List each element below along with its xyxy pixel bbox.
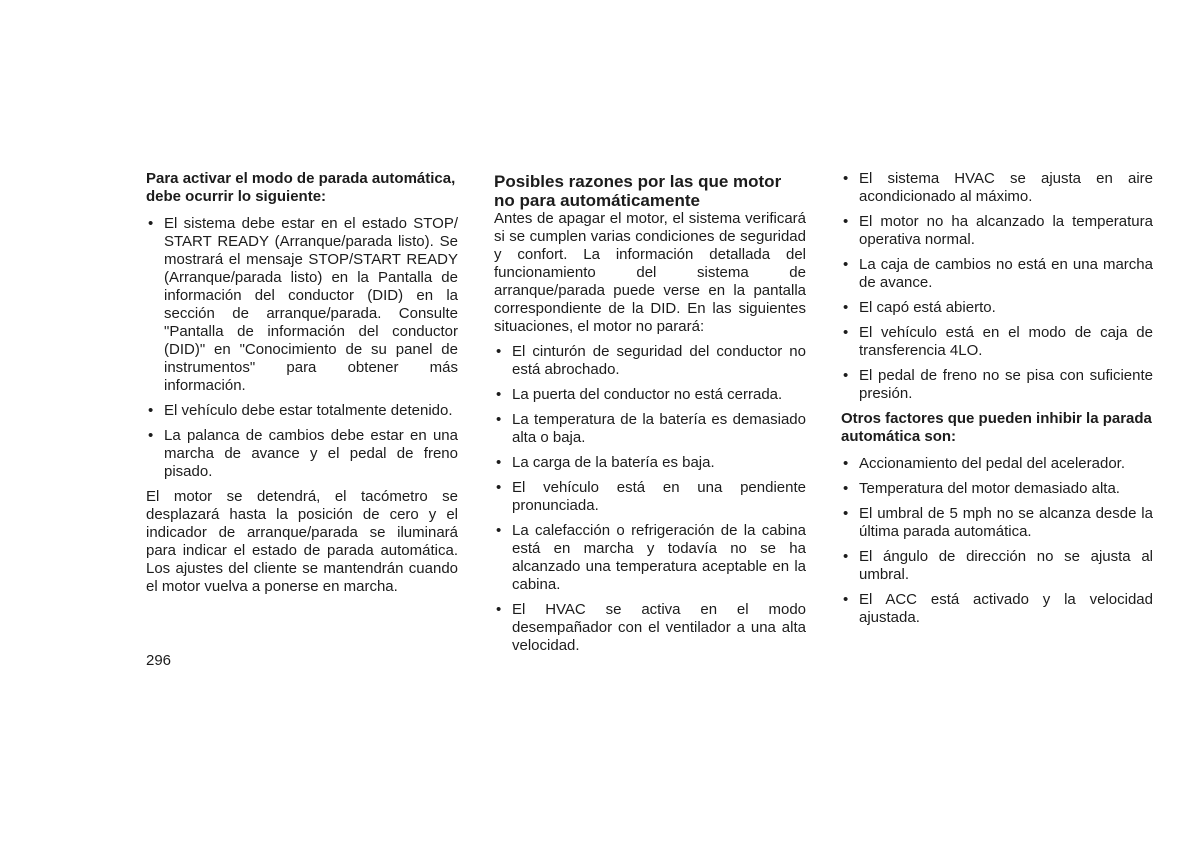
list-item: • Temperatura del motor demasiado alta.	[843, 480, 1120, 497]
list-item: • La carga de la batería es baja.	[496, 454, 715, 471]
list-item: • Accionamiento del pedal del acelerador.	[843, 455, 1126, 472]
list-item: • El cinturón de seguridad del conductor no está abrochado.	[496, 343, 806, 378]
list-item: • El capó está abierto.	[843, 299, 996, 316]
list-item: • El vehículo está en una pendiente pronunciada.	[496, 479, 806, 514]
bullet-icon: •	[148, 427, 154, 444]
activation-subheading: Para activar el modo de parada automática, debe ocurrir lo siguiente:	[146, 170, 456, 205]
list-item: • El pedal de freno no se pisa con suficiente presión.	[843, 367, 1153, 402]
bullet-icon: •	[148, 215, 154, 232]
list-item: • El vehículo debe estar totalmente detenido.	[148, 402, 453, 419]
bullet-icon: •	[843, 591, 849, 608]
list-item: • La palanca de cambios debe estar en una marcha de avance y el pedal de freno pisado.	[148, 427, 458, 480]
bullet-icon: •	[843, 213, 849, 230]
bullet-icon: •	[496, 479, 502, 496]
other-factors-subheading: Otros factores que pueden inhibir la parada automática son:	[841, 410, 1152, 445]
bullet-icon: •	[496, 454, 502, 471]
bullet-icon: •	[496, 386, 502, 403]
list-item: • La temperatura de la batería es demasiado alta o baja.	[496, 411, 806, 446]
list-item: • La calefacción o refrigeración de la cabina está en marcha y todavía no se ha alcanzado una temperatura aceptable en la cabina.	[496, 522, 806, 593]
list-item: • El ACC está activado y la velocidad ajustada.	[843, 591, 1153, 626]
intro-paragraph: Antes de apagar el motor, el sistema verificará si se cumplen varias condiciones de seguridad y confort. La información detallada del funcionamiento del sistema de arranque/parada puede verse en la pantalla correspondiente de la DID. En las siguientes situaciones, el motor no parará:	[494, 210, 806, 335]
bullet-icon: •	[843, 548, 849, 565]
bullet-icon: •	[496, 411, 502, 428]
list-item: • El motor no ha alcanzado la temperatura operativa normal.	[843, 213, 1153, 248]
bullet-icon: •	[843, 367, 849, 384]
list-item: • El sistema HVAC se ajusta en aire acondicionado al máximo.	[843, 170, 1153, 205]
list-item: • El sistema debe estar en el estado STOP/ START READY (Arranque/parada listo). Se mostrará el mensaje STOP/START READY (Arranque/parada listo) en la Pantalla de información del conductor (DID) en la sección de arranque/parada. Consulte "Pantalla de información del conductor (DID)" en "Conocimiento de su panel de instrumentos" para obtener más información.	[148, 215, 458, 394]
bullet-icon: •	[843, 256, 849, 273]
column-1	[146, 170, 458, 603]
list-item: • El HVAC se activa en el modo desempañador con el ventilador a una alta velocidad.	[496, 601, 806, 654]
section-heading: Posibles razones por las que motor no para automáticamente	[494, 172, 782, 210]
no-stop-reasons-list-continued	[841, 170, 1153, 403]
bullet-icon: •	[843, 170, 849, 187]
page-number: 296	[146, 652, 172, 669]
bullet-icon: •	[148, 402, 154, 419]
column-3	[841, 170, 1153, 634]
activation-conditions-list	[146, 215, 458, 481]
bullet-icon: •	[496, 601, 502, 618]
list-item: • La puerta del conductor no está cerrada.	[496, 386, 783, 403]
bullet-icon: •	[843, 299, 849, 316]
list-item: • La caja de cambios no está en una marcha de avance.	[843, 256, 1153, 291]
column-2	[494, 172, 806, 662]
bullet-icon: •	[843, 324, 849, 341]
list-item: • El ángulo de dirección no se ajusta al umbral.	[843, 548, 1153, 583]
list-item: • El vehículo está en el modo de caja de transferencia 4LO.	[843, 324, 1153, 359]
result-paragraph: El motor se detendrá, el tacómetro se desplazará hasta la posición de cero y el indicador de arranque/parada se iluminará para indicar el estado de parada automática. Los ajustes del cliente se mantendrán cuando el motor vuelva a ponerse en marcha.	[146, 488, 458, 595]
no-stop-reasons-list	[494, 343, 806, 655]
bullet-icon: •	[843, 455, 849, 472]
bullet-icon: •	[496, 343, 502, 360]
bullet-icon: •	[843, 505, 849, 522]
other-factors-list	[841, 455, 1153, 627]
bullet-icon: •	[843, 480, 849, 497]
list-item: • El umbral de 5 mph no se alcanza desde la última parada automática.	[843, 505, 1153, 540]
bullet-icon: •	[496, 522, 502, 539]
